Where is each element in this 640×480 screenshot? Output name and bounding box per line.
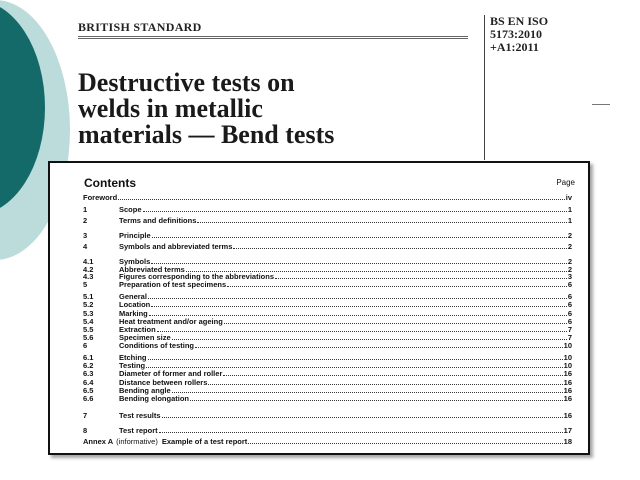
dot-leader — [148, 292, 567, 299]
entry-number: 6.5 — [83, 386, 94, 395]
toc-row[interactable] — [83, 242, 572, 251]
entry-page: 16 — [563, 369, 572, 378]
entry-label: Test results — [119, 411, 161, 420]
entry-page: 16 — [563, 394, 572, 403]
standard-code — [490, 15, 548, 54]
dot-leader — [162, 411, 563, 418]
entry-number: 4 — [83, 242, 88, 251]
entry-label: Location — [119, 300, 151, 309]
dot-leader — [152, 231, 567, 238]
entry-label: Extraction — [119, 325, 156, 334]
toc-row[interactable] — [83, 369, 572, 378]
entry-page: 2 — [567, 231, 572, 240]
entry-label: Etching — [119, 353, 147, 362]
entry-page: 2 — [567, 257, 572, 266]
entry-page: 1 — [567, 205, 572, 214]
entry-page: 6 — [567, 300, 572, 309]
entry-label: Terms and definitions — [119, 216, 197, 225]
entry-page: 7 — [567, 325, 572, 334]
entry-number: 5.4 — [83, 317, 94, 326]
entry-label: Bending angle — [119, 386, 171, 395]
entry-number: 4.2 — [83, 265, 94, 274]
entry-page: 10 — [563, 353, 572, 362]
entry-number: 5.5 — [83, 325, 94, 334]
entry-label: Specimen size — [119, 333, 171, 342]
entry-label: Abbreviated terms — [119, 265, 185, 274]
entry-number: 5.6 — [83, 333, 94, 342]
dot-leader — [197, 216, 566, 223]
dot-leader — [172, 386, 563, 393]
document-title — [78, 70, 334, 148]
dot-leader — [151, 257, 567, 264]
dot-leader — [248, 437, 562, 444]
entry-number: 2 — [83, 216, 88, 225]
dot-leader — [149, 309, 567, 316]
entry-label: Conditions of testing — [119, 341, 194, 350]
entry-number: 3 — [83, 231, 88, 240]
entry-page: 16 — [563, 411, 572, 420]
entry-label: Testing — [119, 361, 146, 370]
code-line-3: +A1:2011 — [490, 40, 539, 54]
dot-leader — [195, 341, 563, 348]
dot-leader — [227, 280, 567, 287]
standard-label: BRITISH STANDARD — [78, 20, 202, 34]
contents-heading: Contents — [84, 176, 136, 190]
entry-number: 1 — [83, 205, 88, 214]
entry-number: 6.3 — [83, 369, 94, 378]
title-line-3: materials — Bend tests — [78, 120, 335, 149]
entry-number: 6.2 — [83, 361, 94, 370]
dot-leader — [275, 272, 567, 279]
entry-number: 5.3 — [83, 309, 94, 318]
entry-label: Foreword — [83, 193, 118, 202]
toc-row-foreword[interactable] — [83, 193, 572, 202]
entry-number: 6.6 — [83, 394, 94, 403]
toc-row[interactable] — [83, 300, 572, 309]
entry-page: 16 — [563, 386, 572, 395]
annex-prefix: Annex A — [83, 437, 114, 446]
dot-leader — [190, 394, 563, 401]
toc-row[interactable] — [83, 426, 572, 435]
dot-leader — [143, 205, 567, 212]
entry-page: 16 — [563, 378, 572, 387]
code-line-2: 5173:2010 — [490, 27, 542, 41]
dot-leader — [224, 317, 567, 324]
entry-label: Diameter of former and roller — [119, 369, 223, 378]
decorative-dash — [592, 104, 610, 105]
entry-label: Figures corresponding to the abbreviations — [119, 272, 275, 281]
entry-label: Bending elongation — [119, 394, 189, 403]
toc-row[interactable] — [83, 411, 572, 420]
dot-leader — [151, 300, 567, 307]
dot-leader — [208, 378, 562, 385]
entry-page: 18 — [563, 437, 572, 446]
entry-label: Symbols and abbreviated terms — [119, 242, 233, 251]
entry-page: 17 — [563, 426, 572, 435]
entry-number: 6.1 — [83, 353, 94, 362]
entry-label: Symbols — [119, 257, 151, 266]
dot-leader — [118, 193, 565, 200]
dot-leader — [233, 242, 566, 249]
toc-row[interactable] — [83, 394, 572, 403]
entry-page: 7 — [567, 333, 572, 342]
toc-row-annex[interactable] — [83, 437, 572, 446]
code-line-1: BS EN ISO — [490, 14, 549, 28]
title-line-2: welds in metallic — [78, 94, 263, 123]
toc-row[interactable] — [83, 216, 572, 225]
contents-panel — [48, 161, 590, 455]
entry-number: 5 — [83, 280, 88, 289]
entry-label: Marking — [119, 309, 148, 318]
entry-label: General — [119, 292, 147, 301]
toc-row[interactable] — [83, 205, 572, 214]
entry-number: 4.1 — [83, 257, 94, 266]
entry-label: Principle — [119, 231, 151, 240]
page-column-label: Page — [556, 178, 575, 187]
entry-label: Scope — [119, 205, 142, 214]
entry-number: 6.4 — [83, 378, 94, 387]
dot-leader — [157, 325, 567, 332]
dot-leader — [146, 361, 563, 368]
title-line-1: Destructive tests on — [78, 68, 295, 97]
entry-number: 8 — [83, 426, 88, 435]
toc-row[interactable] — [83, 341, 572, 350]
entry-number: 7 — [83, 411, 88, 420]
entry-number: 5.2 — [83, 300, 94, 309]
entry-label: Distance between rollers — [119, 378, 208, 387]
entry-page: 10 — [563, 361, 572, 370]
entry-label: Preparation of test specimens — [119, 280, 227, 289]
entry-page: 2 — [567, 242, 572, 251]
header-rule — [78, 36, 468, 39]
entry-page: iv — [565, 193, 572, 202]
entry-page: 10 — [563, 341, 572, 350]
vertical-divider — [484, 15, 485, 160]
dot-leader — [148, 353, 563, 360]
dot-leader — [159, 426, 563, 433]
toc-row[interactable] — [83, 231, 572, 240]
entry-page: 6 — [567, 317, 572, 326]
entry-page: 6 — [567, 309, 572, 318]
entry-number: 6 — [83, 341, 88, 350]
dot-leader — [172, 333, 567, 340]
entry-page: 3 — [567, 272, 572, 281]
annex-normative: (informative) — [116, 437, 158, 446]
entry-page: 2 — [567, 265, 572, 274]
entry-label: Test report — [119, 426, 158, 435]
entry-number: 5.1 — [83, 292, 94, 301]
entry-page: 6 — [567, 292, 572, 301]
entry-number: 4.3 — [83, 272, 94, 281]
dot-leader — [186, 265, 567, 272]
entry-label: Heat treatment and/or ageing — [119, 317, 223, 326]
toc-row[interactable] — [83, 280, 572, 289]
dot-leader — [223, 369, 562, 376]
annex-label: Example of a test report — [161, 437, 248, 446]
entry-page: 6 — [567, 280, 572, 289]
entry-page: 1 — [567, 216, 572, 225]
